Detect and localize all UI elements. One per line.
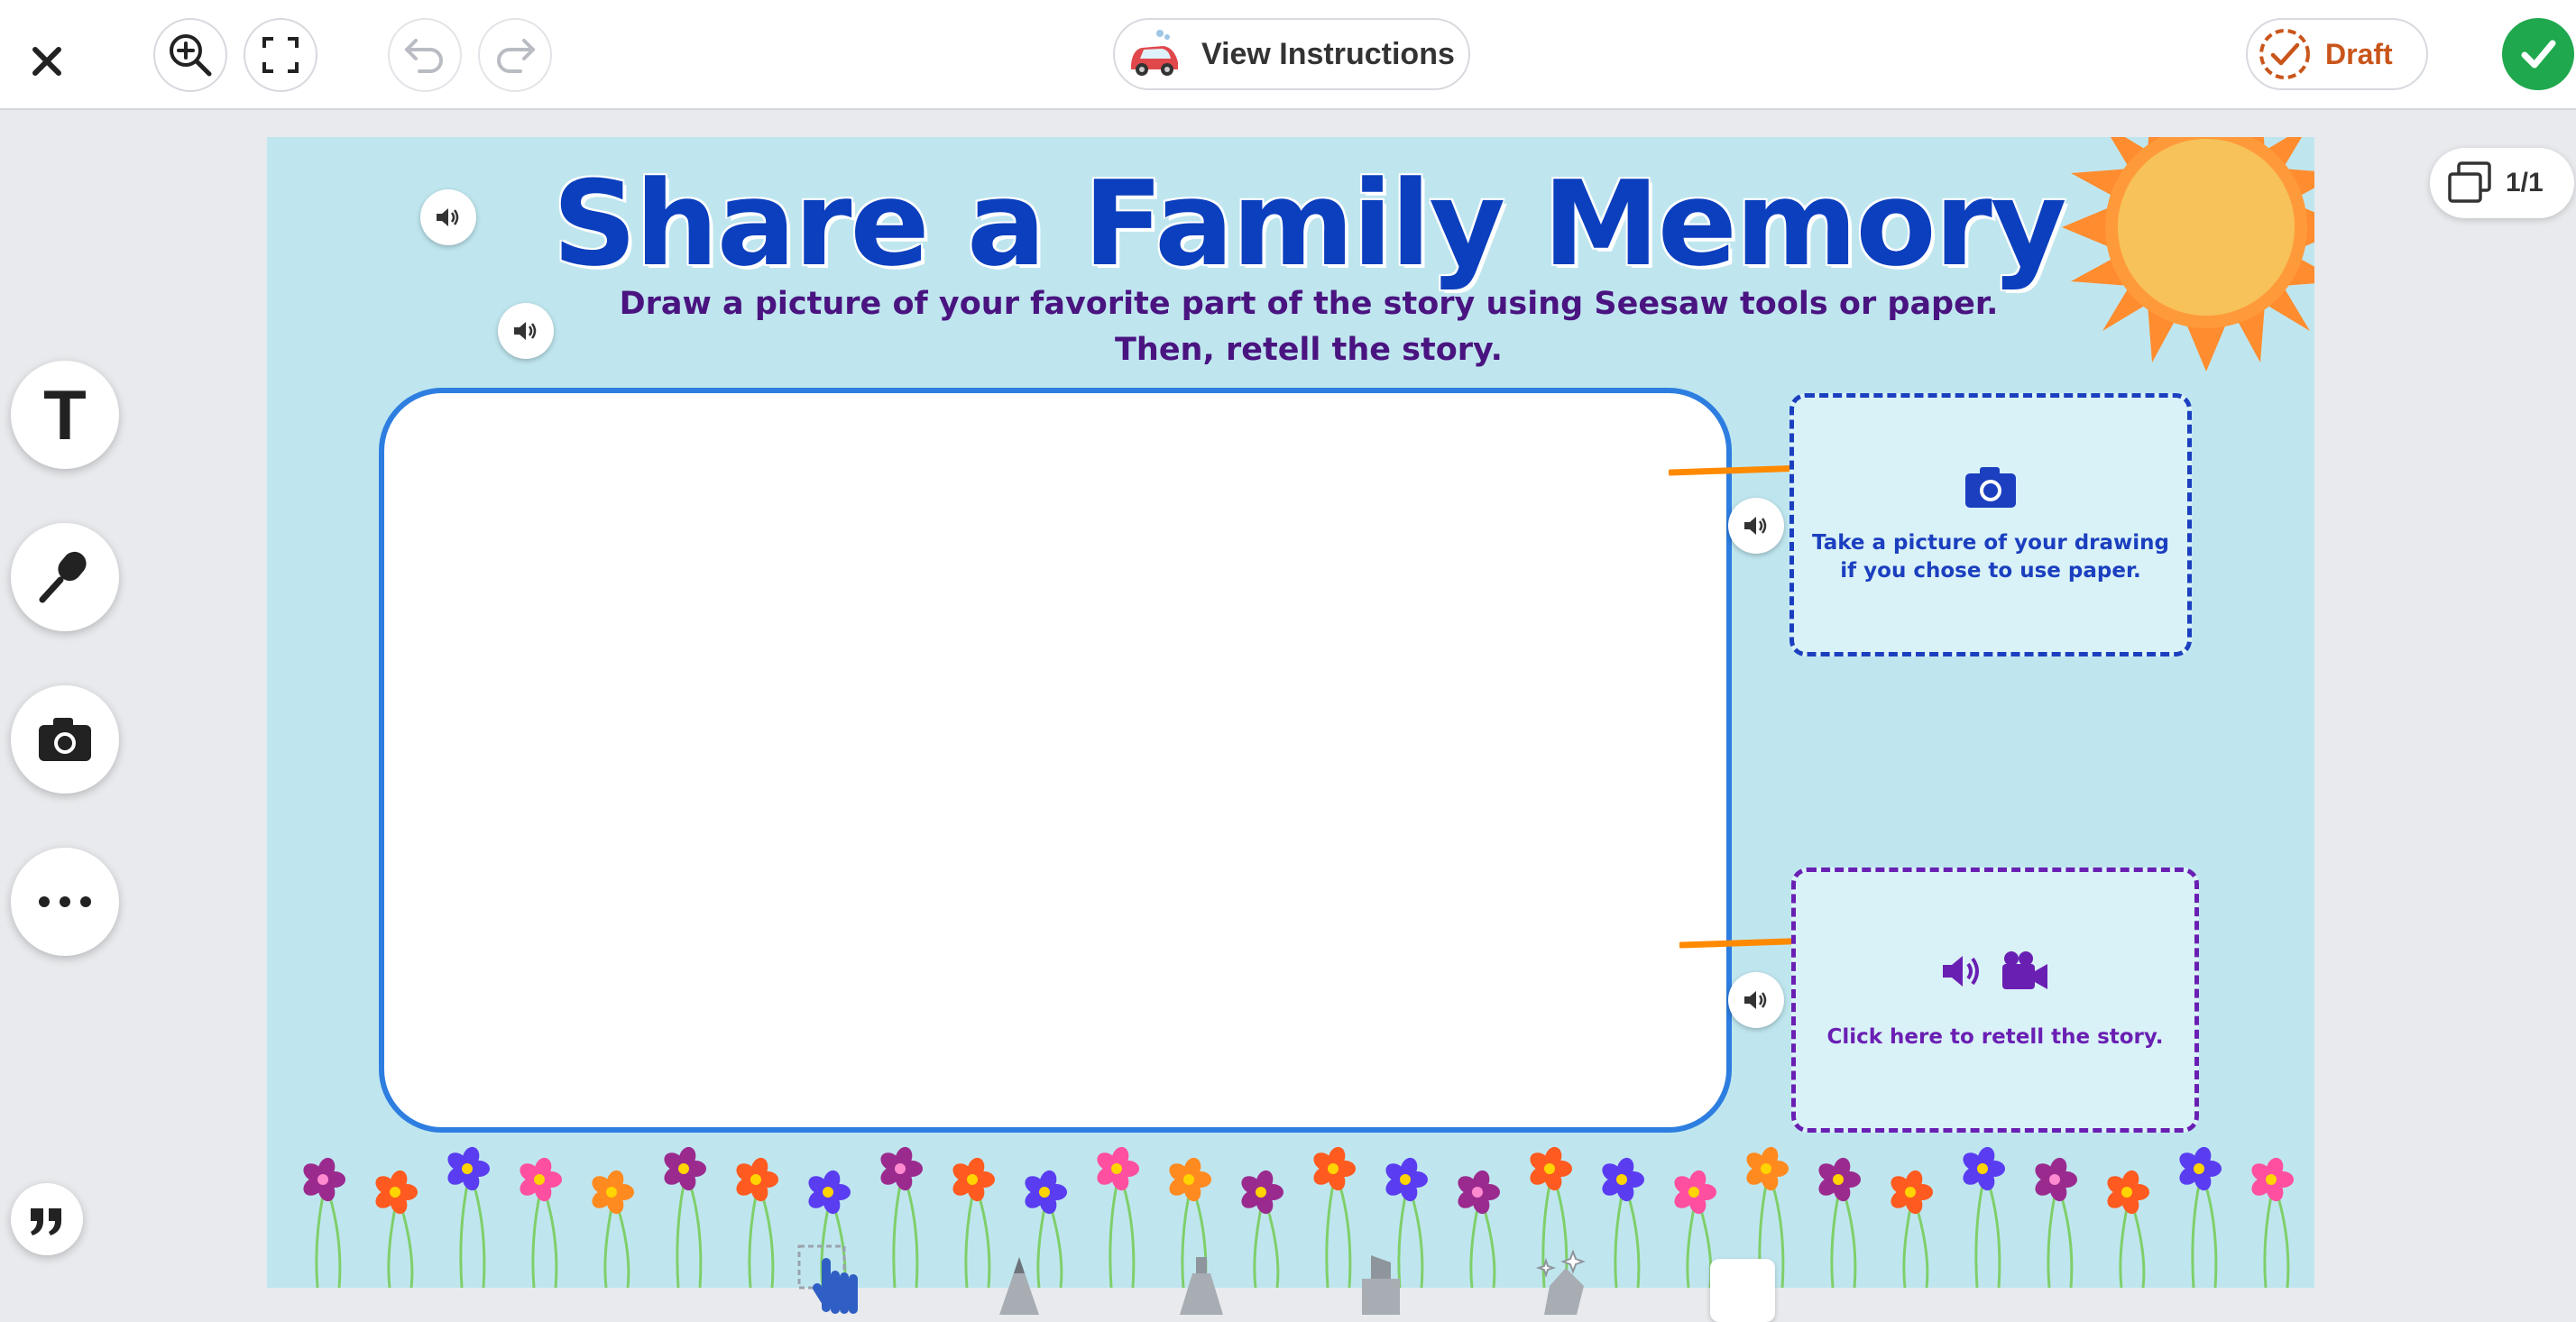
microphone-tool-button[interactable] [11,523,119,631]
more-tools-button[interactable] [11,848,119,956]
speaker-icon [1941,952,1984,990]
top-toolbar [0,0,2576,110]
activity-title: Share a Family Memory [552,155,2065,292]
speaker-icon [1743,514,1770,537]
draft-button[interactable] [2246,18,2428,90]
view-instructions-label: View Instructions [1201,36,1455,71]
draft-check-icon [2257,26,2313,82]
camera-tool-button[interactable] [11,685,119,794]
undo-icon [403,35,446,75]
drawing-area[interactable] [379,388,1732,1133]
pages-icon [2446,160,2493,207]
take-picture-box[interactable] [1789,393,2192,656]
redo-button[interactable] [478,18,552,92]
select-hand-tool[interactable] [794,1244,893,1315]
done-button[interactable] [2502,18,2574,90]
microphone-icon [33,546,97,609]
checkmark-icon [2517,33,2559,75]
zoom-in-icon [166,31,215,79]
text-tool-icon: T [43,374,87,454]
quote-icon [27,1201,67,1237]
text-tool-button[interactable] [11,361,119,469]
magic-tool[interactable] [1533,1250,1596,1315]
take-picture-text: Take a picture of your drawing if you chose to use paper. [1812,531,2169,583]
retell-icons [1941,950,2049,993]
view-instructions-button[interactable] [1113,18,1470,90]
page-counter-button[interactable] [2430,148,2574,218]
video-camera-icon [1999,950,2049,993]
fullscreen-button[interactable] [244,18,317,92]
pencil-tool[interactable] [992,1255,1046,1315]
undo-button[interactable] [388,18,462,92]
close-button[interactable] [11,25,83,97]
camera-icon [1964,464,2018,510]
retell-story-box[interactable] [1791,868,2199,1133]
car-icon [1124,26,1185,82]
redo-icon [493,35,537,75]
photo-audio-button[interactable] [1728,498,1784,554]
subtitle-audio-button[interactable] [498,303,554,359]
speaker-icon [512,319,539,343]
page-counter: 1/1 [2506,168,2544,197]
zoom-button[interactable] [153,18,227,92]
title-audio-button[interactable] [420,189,476,245]
retell-audio-button[interactable] [1728,972,1784,1028]
camera-icon [35,714,95,765]
activity-canvas [267,137,2314,1288]
activity-subtitle-line-2: Then, retell the story. [1115,332,1503,368]
activity-subtitle-line-1: Draw a picture of your favorite part of the story using Seesaw tools or paper. [619,286,1999,322]
fullscreen-icon [261,35,300,75]
draft-label: Draft [2325,37,2393,70]
marker-tool[interactable] [1174,1255,1228,1315]
drawing-tools-tray [0,1244,2576,1315]
retell-story-text: Click here to retell the story. [1826,1024,2164,1049]
speaker-icon [1743,988,1770,1012]
speaker-icon [435,206,462,229]
eraser-tool[interactable] [1710,1259,1775,1322]
more-icon [35,895,95,909]
close-icon [30,44,64,78]
highlighter-tool[interactable] [1348,1253,1411,1315]
